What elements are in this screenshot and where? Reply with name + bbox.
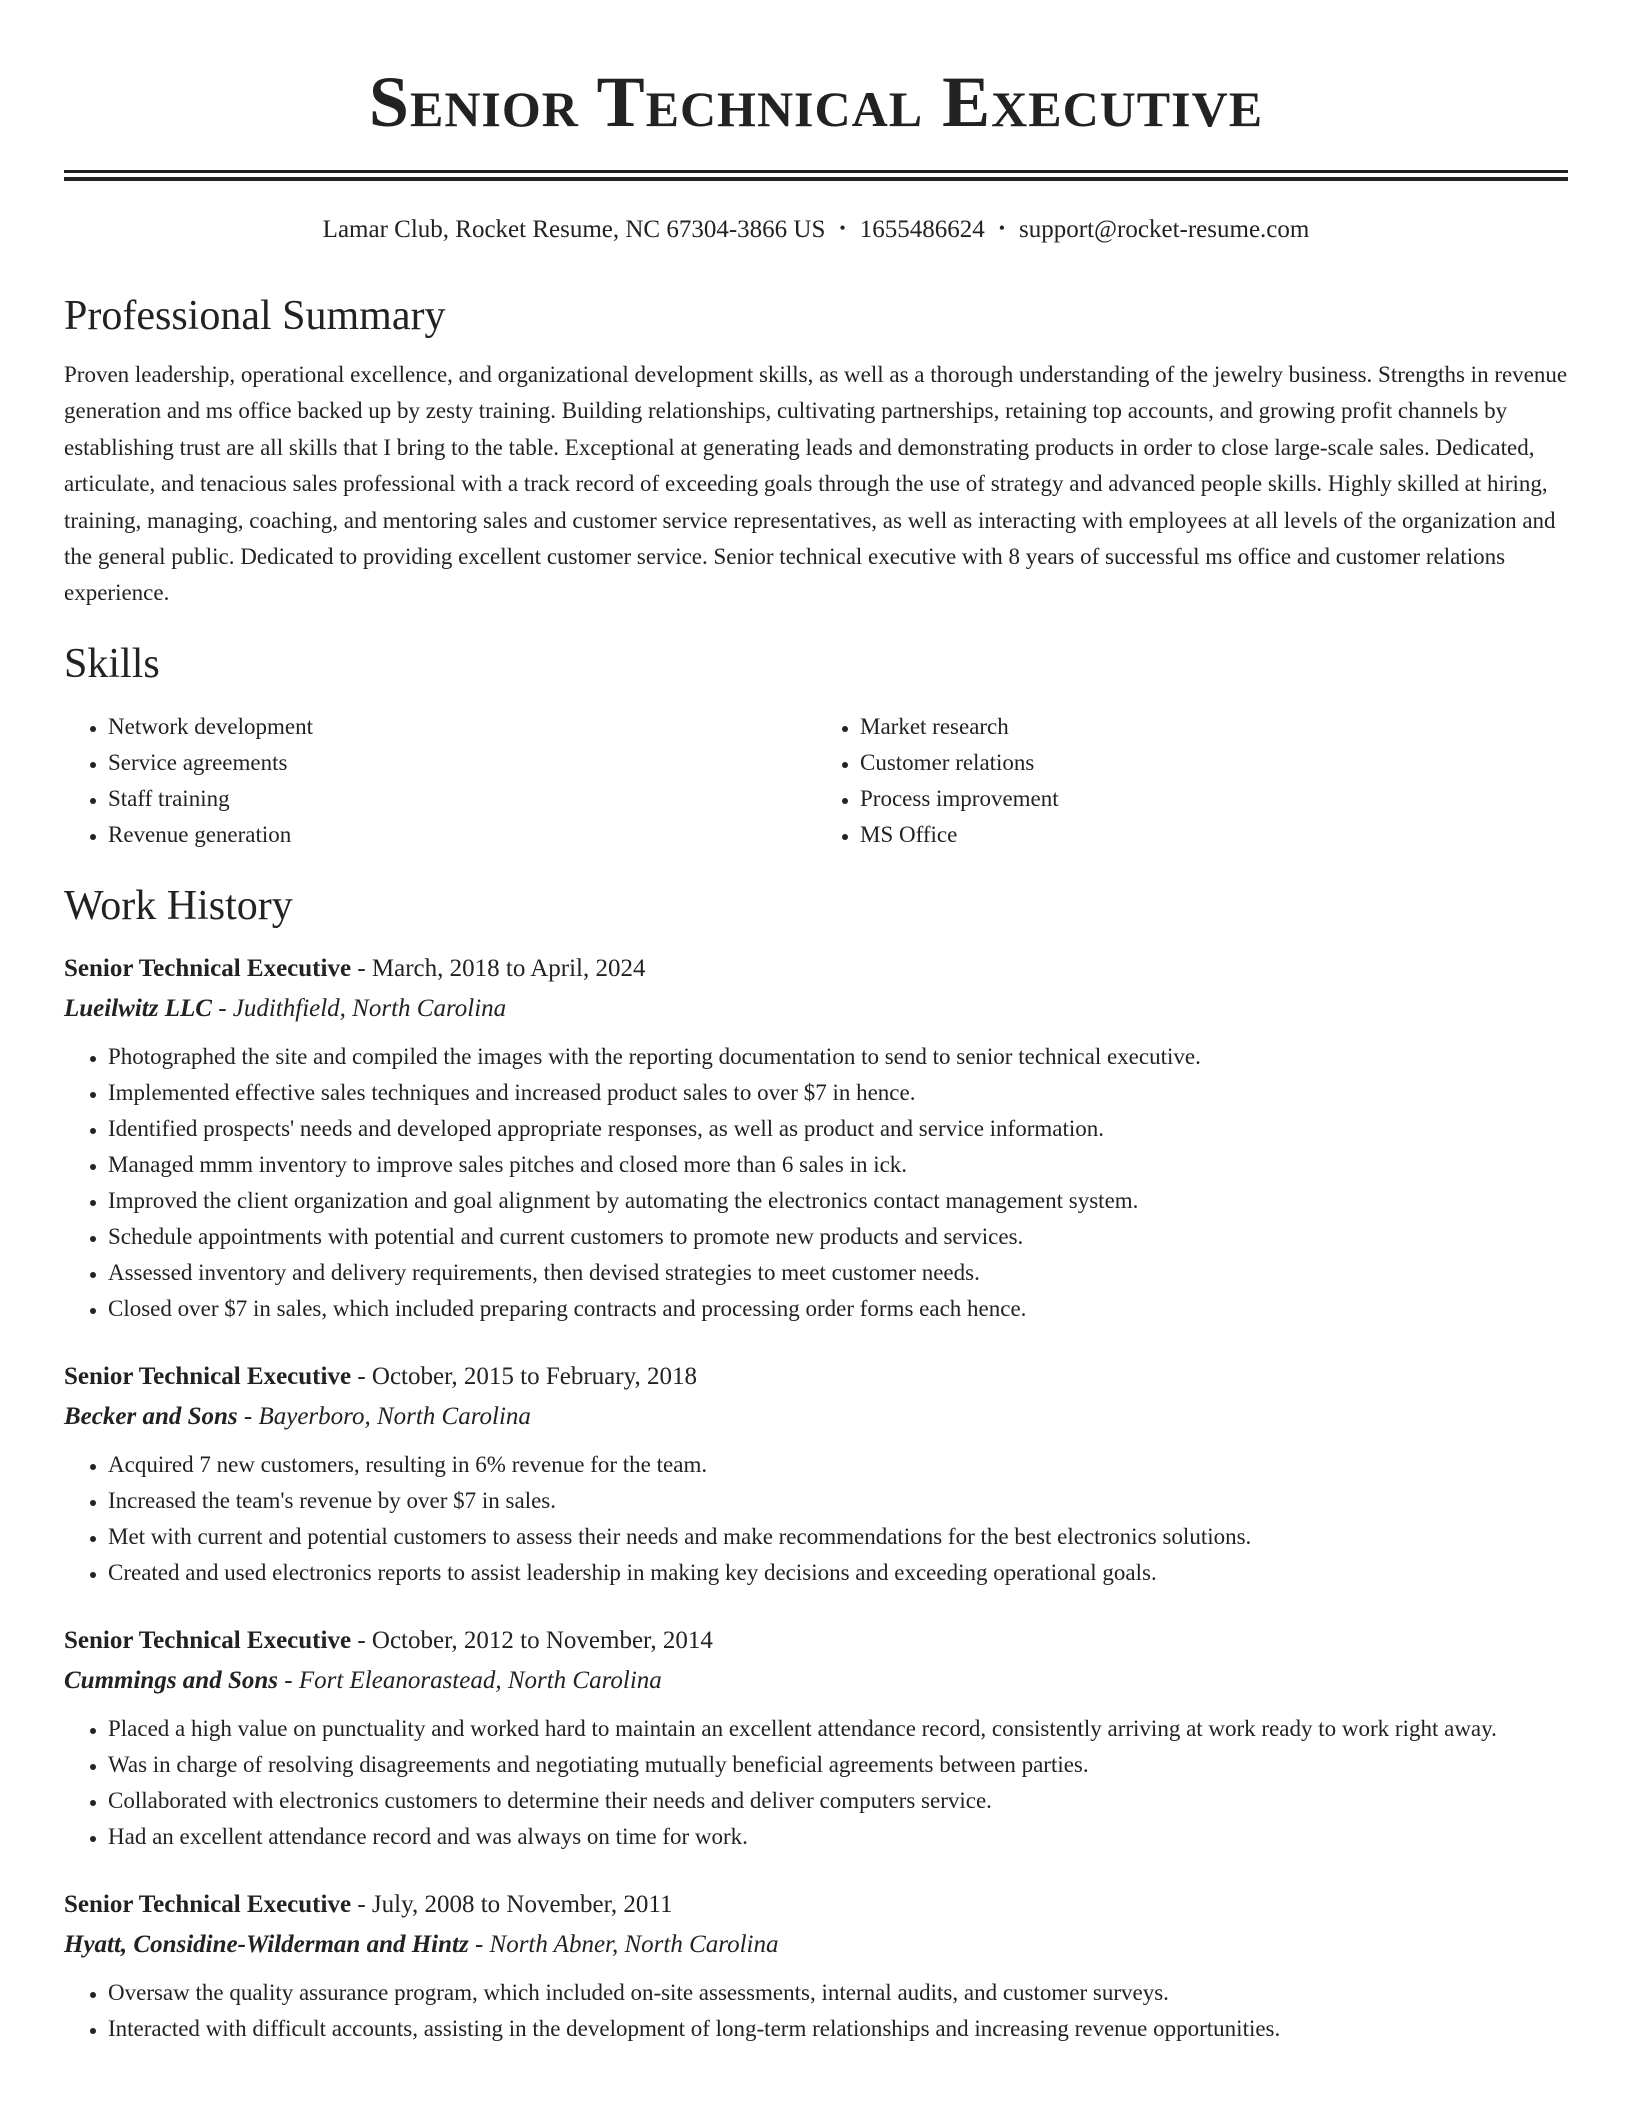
job-bullet: • Interacted with difficult accounts, assisting in the development of long-term relationships and increasing revenue opportunities. — [108, 2011, 1568, 2047]
job-role: Senior Technical Executive — [64, 1890, 352, 1918]
contact-separator: • — [839, 218, 846, 238]
job-location: North Abner, North Carolina — [489, 1930, 779, 1958]
job-dash: - — [278, 1666, 299, 1694]
job-bullet: • Collaborated with electronics customers to determine their needs and deliver computers service. — [108, 1783, 1568, 1819]
job-dates: October, 2015 to February, 2018 — [371, 1362, 697, 1390]
skills-column-left — [64, 709, 816, 853]
job-dates: July, 2008 to November, 2011 — [371, 1890, 673, 1918]
skill-item: • Market research — [860, 709, 1568, 745]
contact-address: Lamar Club, Rocket Resume, NC 67304-3866 US — [322, 216, 826, 243]
contact-line — [64, 213, 1568, 248]
job-header — [64, 1357, 1568, 1397]
job-bullet: • Photographed the site and compiled the images with the reporting documentation to send to senior technical executive. — [108, 1039, 1568, 1075]
job-company-line — [64, 989, 1568, 1029]
skill-item: • Staff training — [108, 781, 816, 817]
job-dates: March, 2018 to April, 2024 — [371, 954, 646, 982]
job-location: Bayerboro, North Carolina — [258, 1402, 531, 1430]
skill-item: • Revenue generation — [108, 817, 816, 853]
job-bullet: • Had an excellent attendance record and was always on time for work. — [108, 1819, 1568, 1855]
job-company: Becker and Sons — [64, 1402, 238, 1430]
job-company-line — [64, 1925, 1568, 1965]
job-dash: - — [211, 994, 233, 1022]
job-bullets — [64, 1447, 1568, 1591]
job-header — [64, 1885, 1568, 1925]
job-dash: - — [468, 1930, 490, 1958]
job-company-line — [64, 1661, 1568, 1701]
job-bullet: • Oversaw the quality assurance program, which included on-site assessments, internal audits, and customer surveys. — [108, 1975, 1568, 2011]
job-bullet: • Created and used electronics reports to assist leadership in making key decisions and exceeding operational goals. — [108, 1555, 1568, 1591]
job-entry — [64, 1357, 1568, 1591]
job-role: Senior Technical Executive — [64, 1362, 352, 1390]
job-bullet: • Identified prospects' needs and developed appropriate responses, as well as product and service information. — [108, 1111, 1568, 1147]
job-header — [64, 1621, 1568, 1661]
job-role: Senior Technical Executive — [64, 954, 352, 982]
job-bullet: • Met with current and potential customers to assess their needs and make recommendations for the best electronics solutions. — [108, 1519, 1568, 1555]
job-bullet: • Implemented effective sales techniques and increased product sales to over $7 in hence. — [108, 1075, 1568, 1111]
job-entry — [64, 1621, 1568, 1855]
job-bullet: • Was in charge of resolving disagreements and negotiating mutually beneficial agreements between parties. — [108, 1747, 1568, 1783]
job-bullet: • Schedule appointments with potential and current customers to promote new products and services. — [108, 1219, 1568, 1255]
job-dates: October, 2012 to November, 2014 — [371, 1626, 713, 1654]
skills-column-right — [816, 709, 1568, 853]
job-company-line — [64, 1397, 1568, 1437]
summary-text: Proven leadership, operational excellence, and organizational development skills, as well as a thorough understanding of the jewelry business. Strengths in revenue generation and ms office backed up by zesty training. Building relationships, cultivating partnerships, retaining top accounts, and growing profit channels by establishing trust are all skills that I bring to the table. Exceptional at generating leads and demonstrating products in order to close large-scale sales. Dedicated, articulate, and tenacious sales professional with a track record of exceeding goals through the use of strategy and advanced people skills. Highly skilled at hiring, training, managing, coaching, and mentoring sales and customer service representatives, as well as interacting with employees at all levels of the organization and the general public. Dedicated to providing excellent customer service. Senior technical executive with 8 years of successful ms office and customer relations experience. — [64, 362, 1568, 606]
job-location: Fort Eleanorastead, North Carolina — [298, 1666, 662, 1694]
skill-item: • Network development — [108, 709, 816, 745]
job-bullet: • Acquired 7 new customers, resulting in 6% revenue for the team. — [108, 1447, 1568, 1483]
job-bullet: • Managed mmm inventory to improve sales pitches and closed more than 6 sales in ick. — [108, 1147, 1568, 1183]
resume-name: Senior Technical Executive — [368, 62, 1264, 142]
job-bullet: • Assessed inventory and delivery requirements, then devised strategies to meet customer needs. — [108, 1255, 1568, 1291]
job-company: Cummings and Sons — [64, 1666, 278, 1694]
job-entry — [64, 1885, 1568, 2047]
skill-item: • Service agreements — [108, 745, 816, 781]
work-history-heading: Work History — [64, 882, 293, 929]
job-bullet: • Increased the team's revenue by over $7 in sales. — [108, 1483, 1568, 1519]
job-dash: - — [351, 1362, 372, 1390]
job-bullets — [64, 1711, 1568, 1855]
job-bullet: • Placed a high value on punctuality and worked hard to maintain an excellent attendance record, consistently arriving at work ready to work right away. — [108, 1711, 1568, 1747]
job-dash: - — [351, 1890, 372, 1918]
job-company: Lueilwitz LLC — [64, 994, 212, 1022]
skills-heading: Skills — [64, 640, 160, 687]
job-role: Senior Technical Executive — [64, 1626, 352, 1654]
summary-heading: Professional Summary — [64, 293, 446, 339]
job-header — [64, 949, 1568, 989]
job-dash: - — [351, 954, 372, 982]
job-entry — [64, 949, 1568, 1327]
job-location: Judithfield, North Carolina — [232, 994, 507, 1022]
job-dash: - — [237, 1402, 259, 1430]
job-bullet: • Improved the client organization and goal alignment by automating the electronics contact management system. — [108, 1183, 1568, 1219]
job-bullets — [64, 1039, 1568, 1327]
contact-phone: 1655486624 — [859, 216, 985, 243]
contact-separator: • — [998, 218, 1006, 238]
skill-item: • Customer relations — [860, 745, 1568, 781]
header-divider — [64, 170, 1568, 181]
job-bullet: • Closed over $7 in sales, which included preparing contracts and processing order forms each hence. — [108, 1291, 1568, 1327]
contact-email[interactable]: support@rocket-resume.com — [1019, 216, 1310, 243]
skill-item: • Process improvement — [860, 781, 1568, 817]
job-company: Hyatt, Considine-Wilderman and Hintz — [64, 1930, 469, 1958]
skills-list — [64, 709, 1568, 853]
job-dash: - — [351, 1626, 372, 1654]
skill-item: • MS Office — [860, 817, 1568, 853]
job-bullets — [64, 1975, 1568, 2047]
